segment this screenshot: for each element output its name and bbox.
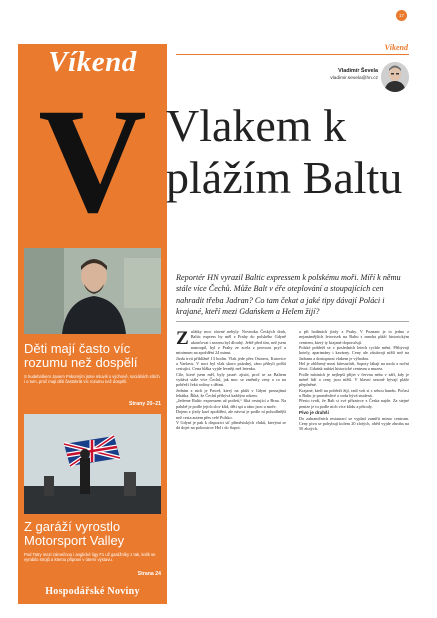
body-paragraph: ačátky moc slavné nebyly. Noviniku Českých drah, Baltic express by měl z Prahy do polského Gdyně ukončovat i sezonu byl dlouhý. Ještě před tím, než jsem nastoupil, byl z Prahy ze zcela z provozu pryč a minimum na zpoždění 24 minut. [176, 329, 286, 356]
body-paragraph: Jízda trvá přibližně 13 hodin. Vlak jede přes Ostravu, Katovice a Varšavu. V noci byl vlak skoro prázdný, ráno přibyli polští cestující. Cena lůžka vyjde levněji než letenka. [176, 355, 286, 372]
section-label: Víkend [384, 43, 408, 52]
page-number: 17 [396, 10, 407, 21]
teaser-pages-2: Strana 24 [137, 571, 161, 577]
teaser-headline-2[interactable]: Z garáží vyrostlo Motorsport Valley [24, 519, 125, 548]
body-paragraph: Dojem z jízdy kazí zpoždění, ale návrat je podle ní pohodlnější než cesta autem přes celé Polsko. [176, 409, 286, 420]
body-paragraph: Jedním z nich je Paweł, který na pláži v Gdyni pronajímá lehátka. Říká, že Čechů přibývá každým rokem. [176, 387, 286, 399]
article-column-1 [176, 329, 286, 604]
author-name: Vladimír Ševela [338, 68, 378, 74]
body-paragraph: Polské pobřeží se v posledních letech rychle mění. Přibývají hotely, apartmány i kavárny. Ceny ale zůstávají nižší než na Jadranu a dostupnost vlakem je výhodou. [299, 345, 409, 361]
body-paragraph: „Jedeme Baltic expressem už potřetí,“ říká cestující z Brna. Na palubě je podle jejích slov klid, děti spí a ráno jsou u moře. [176, 398, 286, 409]
weekend-sidebar [18, 44, 167, 604]
lead-divider [176, 321, 409, 322]
article-lead: Reportér HN vyrazil Baltic expressem k polskému moři. Míří k němu stále více Čechů. Může Balt v éře oteplování a stoupajících cen nahradit třeba Jadran? Co tam čekat a jaké tipy dávají Poláci i krajané, kteří mezi Gdańskem a Helem žijí? [176, 273, 401, 316]
top-divider [176, 54, 409, 55]
body-paragraph: Přesto tvrdí, že Balt si své příznivce z Česka najde. Za stejné peníze je tu podle nich více klidu a přírody. [299, 398, 409, 409]
body-paragraph: V Gdyni je pak k dispozici síť příměstských vlaků, kterými se dá dojet na poloostrov Hel i do Sopot. [176, 419, 286, 431]
author-avatar [381, 62, 409, 92]
body-paragraph: Krajané, kteří na pobřeží žijí, radí vzít si s sebou bundu. Počasí u Baltu je proměnlivé a voda bývá studená. [299, 387, 409, 399]
article-column-2 [299, 329, 409, 604]
article-title: Vlakem k plážím Baltu [166, 100, 403, 203]
teaser-text-1: S hudebníkem Janem Pokorným jsme mluvili o výchově, sociálních sítích i o tom, proč mají děti častokrát víc rozumu než dospělí. [24, 374, 160, 385]
teaser-photo-musician [24, 248, 161, 334]
article-subhead: Pivo je drahší [299, 410, 329, 416]
teaser-pages-1: Strany 20–21 [128, 401, 161, 407]
teaser-text-2: Pod Tatry mezi zámečnou i anglické ligy F1 už garážníky z tak, kolik se vyrobilo strojů a kterou připraví v úterní výstavu. [24, 552, 156, 563]
dropcap: Z [176, 329, 189, 349]
teaser-photo-motorsport [24, 414, 161, 514]
newspaper-logo: Hospodářské Noviny [45, 586, 140, 597]
teaser-headline-1[interactable]: Děti mají často víc rozumu než dospělí [24, 341, 138, 370]
body-paragraph: Cíle, které jsem měl, byly jasné: zjistit, proč se za Baltem vydává stále více Čechů, jak moc se změnily ceny a co na pobřeží čeká rodiny s dětmi. [176, 371, 286, 388]
section-brand: Víkend [48, 46, 137, 78]
author-email[interactable]: vladimir.sevela@hn.cz [330, 76, 378, 81]
body-paragraph: Hel je oblíbený mezi kitesurfaři, Sopoty lákají na molo a noční život. Gdańsk nabízí historické centrum a muzea. [299, 361, 409, 372]
body-paragraph: a při hodinách jízdy z Prahy. V Poznani je to jedno z nejznámějších letovisek na Baltu s mnoha pláží historickým centrem, který ty krajané doporučují. [299, 329, 409, 345]
section-big-letter: V [38, 78, 147, 244]
body-paragraph: Podle místních je nejlepší přijet v červnu nebo v září, kdy je méně lidí a ceny jsou nižší. V hlavní sezoně bývají pláže přeplněné. [299, 371, 409, 388]
body-paragraph: Do zahraničních restaurací se vyplatí zamířit mimo centrum. Ceny piva se pohybují kolem 20 zlotých, oběd vyjde zhruba na 50 zlotých. [299, 415, 409, 432]
